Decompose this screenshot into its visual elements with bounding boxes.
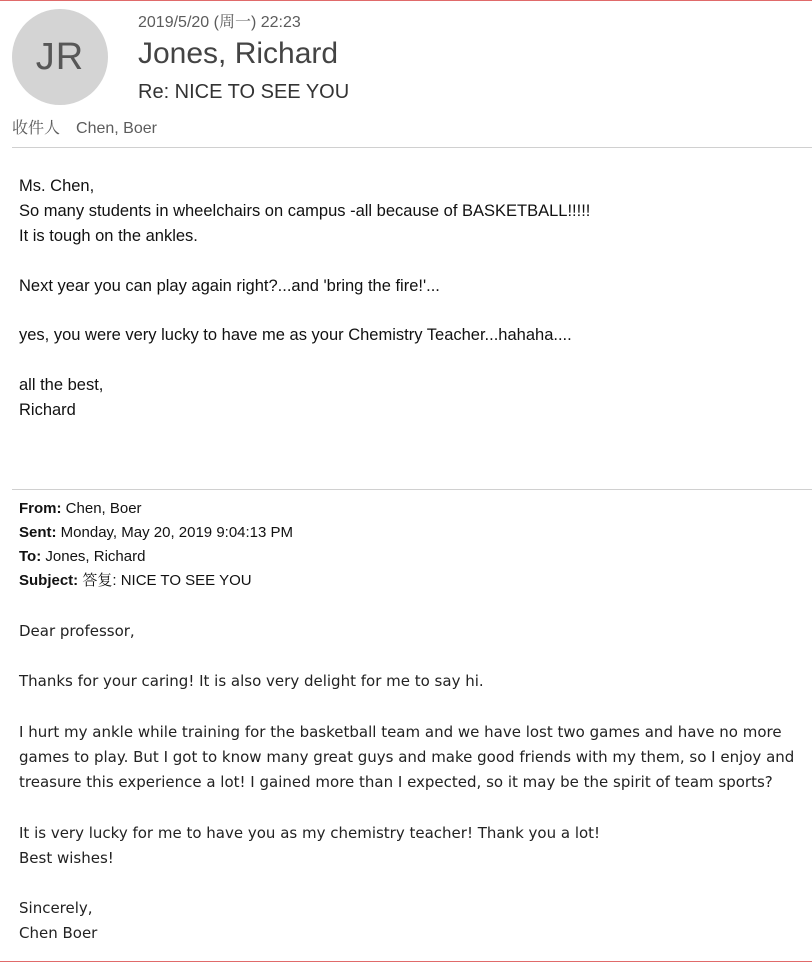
quoted-line: Thanks for your caring! It is also very delight for me to say hi. [19, 672, 484, 691]
quoted-line: treasure this experience a lot! I gained more than I expected, so it may be the spirit of team sports? [19, 773, 773, 792]
body-line: It is tough on the ankles. [19, 226, 198, 245]
to-label: To: [19, 548, 42, 565]
quoted-from-row [19, 497, 799, 521]
quoted-greeting: Dear professor, [19, 622, 135, 640]
sender-name[interactable]: Jones, Richard [138, 37, 339, 70]
body-line: So many students in wheelchairs on campus -all because of BASKETBALL!!!!! [19, 201, 591, 220]
body-signoff: all the best, [19, 376, 104, 395]
from-label: From: [19, 500, 62, 517]
to-value: Jones, Richard [45, 548, 146, 565]
recipients-row [12, 115, 157, 138]
subject-label: Subject: [19, 572, 79, 589]
sent-label: Sent: [19, 524, 57, 541]
quoted-line: I hurt my ankle while training for the basketball team and we have lost two games and have no more [19, 722, 782, 741]
body-line: yes, you were very lucky to have me as your Chemistry Teacher...hahaha.... [19, 326, 572, 345]
avatar[interactable] [12, 9, 108, 105]
recipient-name[interactable]: Chen, Boer [76, 120, 157, 137]
avatar-initials: JR [35, 35, 85, 78]
message-subject: Re: NICE TO SEE YOU [138, 81, 350, 103]
quoted-body [19, 619, 809, 947]
bottom-accent-line [0, 961, 812, 962]
message-datetime: 2019/5/20 (周一) 22:23 [138, 14, 301, 31]
header-divider [12, 147, 812, 148]
quoted-line: It is very lucky for me to have you as my chemistry teacher! Thank you a lot! [19, 823, 601, 842]
quoted-signoff: Sincerely, [19, 899, 93, 918]
sent-value: Monday, May 20, 2019 9:04:13 PM [60, 524, 294, 541]
quoted-sent-row [19, 521, 799, 545]
body-signature: Richard [19, 401, 76, 420]
from-value: Chen, Boer [65, 500, 142, 517]
message-body [19, 174, 799, 423]
subject-value: 答复: NICE TO SEE YOU [82, 572, 252, 589]
body-line: Next year you can play again right?...and 'bring the fire!'... [19, 276, 440, 295]
body-greeting: Ms. Chen, [19, 177, 95, 195]
quoted-line: games to play. But I got to know many great guys and make good friends with my them, so I enjoy and [19, 747, 795, 766]
quoted-signature: Chen Boer [19, 924, 98, 943]
quoted-subject-row [19, 569, 799, 593]
quote-divider [12, 489, 812, 490]
quoted-to-row [19, 545, 799, 569]
top-accent-line [0, 0, 812, 1]
recipients-label: 收件人 [12, 120, 61, 137]
quoted-header [19, 497, 799, 593]
quoted-line: Best wishes! [19, 848, 114, 867]
